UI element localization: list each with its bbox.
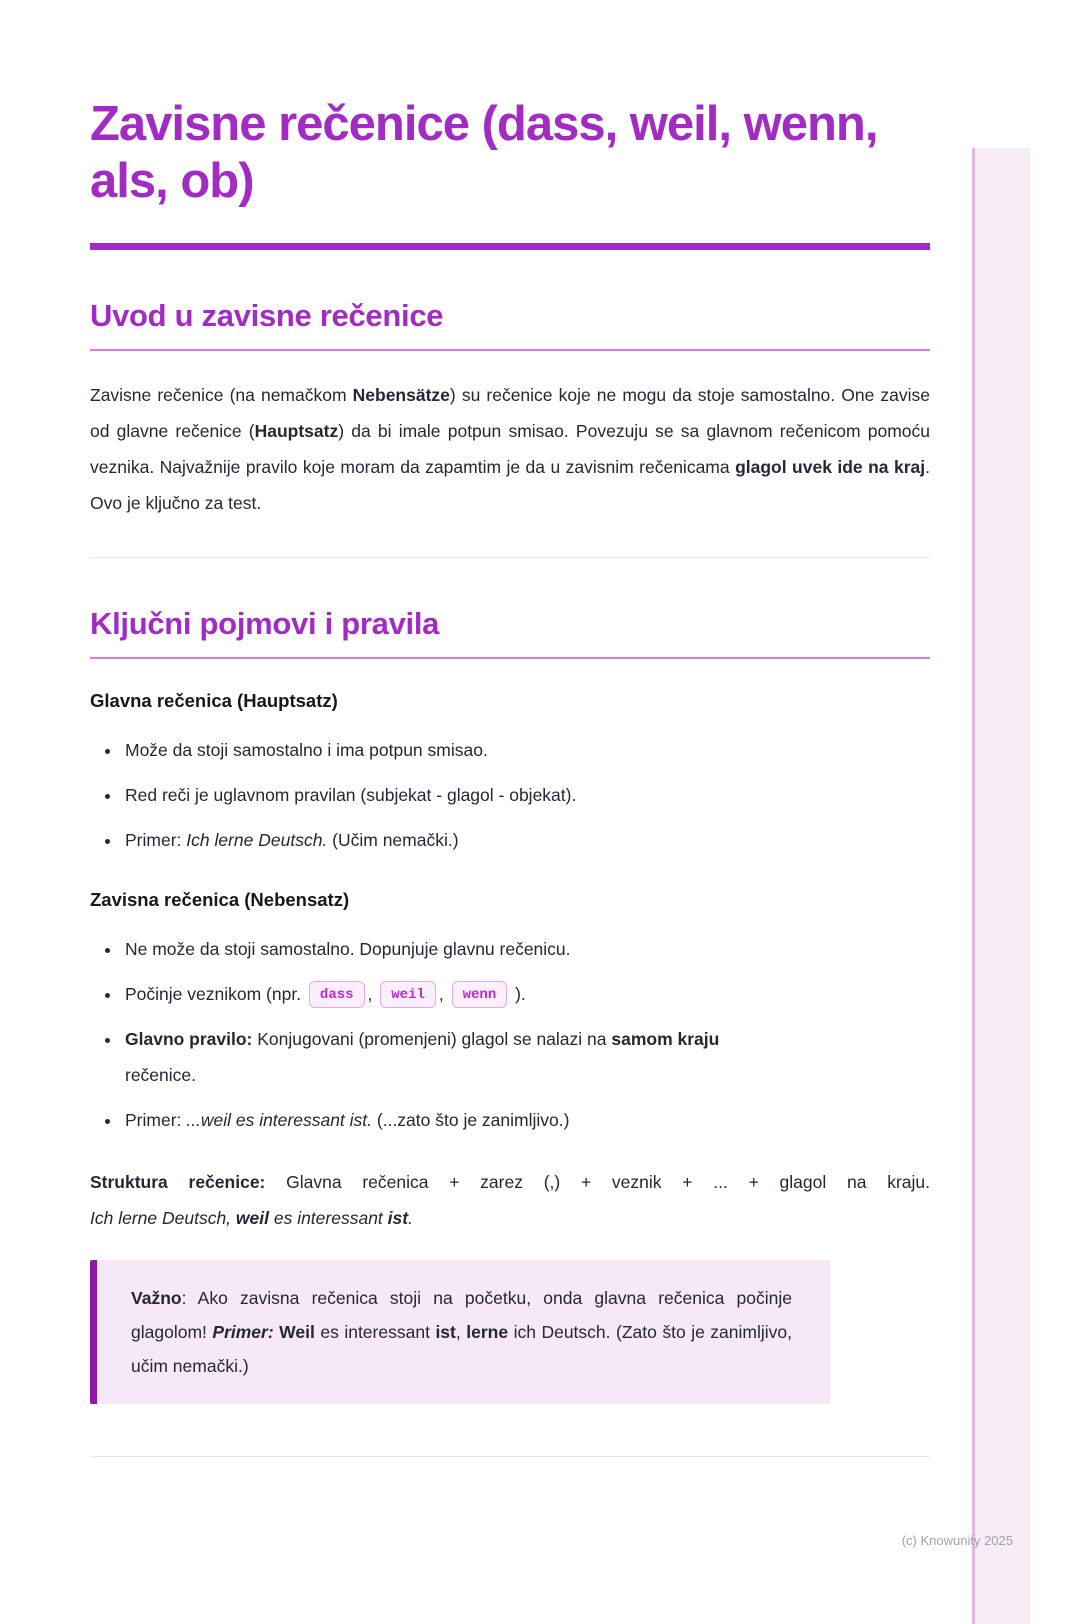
structure-rule-line: Struktura rečenice: Glavna rečenica + zarez (,) + veznik + ... + glagol na kraju. (90, 1171, 930, 1192)
hauptsatz-list (90, 732, 930, 858)
section-divider (90, 557, 930, 558)
list-item: • Primer: Ich lerne Deutsch. (Učim nemački.) (122, 822, 930, 858)
subheading-nebensatz: Zavisna rečenica (Nebensatz) (90, 888, 350, 910)
list-item: • Primer: ...weil es interessant ist. (...zato što je zanimljivo.) (122, 1102, 930, 1138)
structure-paragraph (90, 1164, 930, 1236)
page-title: Zavisne rečenice (dass, weil, wenn, als, ob) (90, 97, 878, 209)
list-item: • Može da stoji samostalno i ima potpun smisao. (122, 732, 930, 768)
list-item: • Red reči je uglavnom pravilan (subjekat - glagol - objekat). (122, 777, 930, 813)
intro-paragraph: Zavisne rečenice (na nemačkom Nebensätze) su rečenice koje ne mogu da stoje samostalno. One zavise od glavne rečenice (Hauptsatz) da bi imale potpun smisao. Povezuju se sa glavnom rečenicom pomoću veznika. Najvažnije pravilo koje moram da zapamtim je da u zavisnim rečenicama glagol uvek ide na kraj. Ovo je ključno za test. (90, 384, 931, 513)
section-intro (90, 297, 930, 521)
section-heading-concepts: Ključni pojmovi i pravila (90, 605, 930, 659)
list-item: • Glavno pravilo: Konjugovani (promenjeni) glagol se nalazi na samom kraju rečenice. (122, 1021, 930, 1093)
important-callout (90, 1260, 830, 1404)
copyright-footer: (c) Knowunity 2025 (901, 1533, 1013, 1548)
list-item: • Počinje veznikom (npr. dass , weil , wenn ). (122, 976, 930, 1012)
callout-text: Važno: Ako zavisna rečenica stoji na početku, onda glavna rečenica počinje glagolom! Primer: Weil es interessant ist, lerne ich Deutsch. (Zato što je zanimljivo, učim nemački.) (131, 1287, 793, 1376)
structure-example-line: Ich lerne Deutsch, weil es interessant ist. (90, 1207, 413, 1228)
list-item: • Ne može da stoji samostalno. Dopunjuje glavnu rečenicu. (122, 931, 930, 967)
bottom-divider (90, 1456, 930, 1457)
title-rule (90, 243, 930, 250)
nebensatz-list (90, 931, 930, 1138)
page-margin-strip (972, 148, 1030, 1624)
section-heading-intro: Uvod u zavisne rečenice (90, 297, 930, 351)
document-page (90, 96, 930, 1457)
subheading-hauptsatz: Glavna rečenica (Hauptsatz) (90, 690, 338, 712)
section-concepts (90, 605, 930, 1404)
